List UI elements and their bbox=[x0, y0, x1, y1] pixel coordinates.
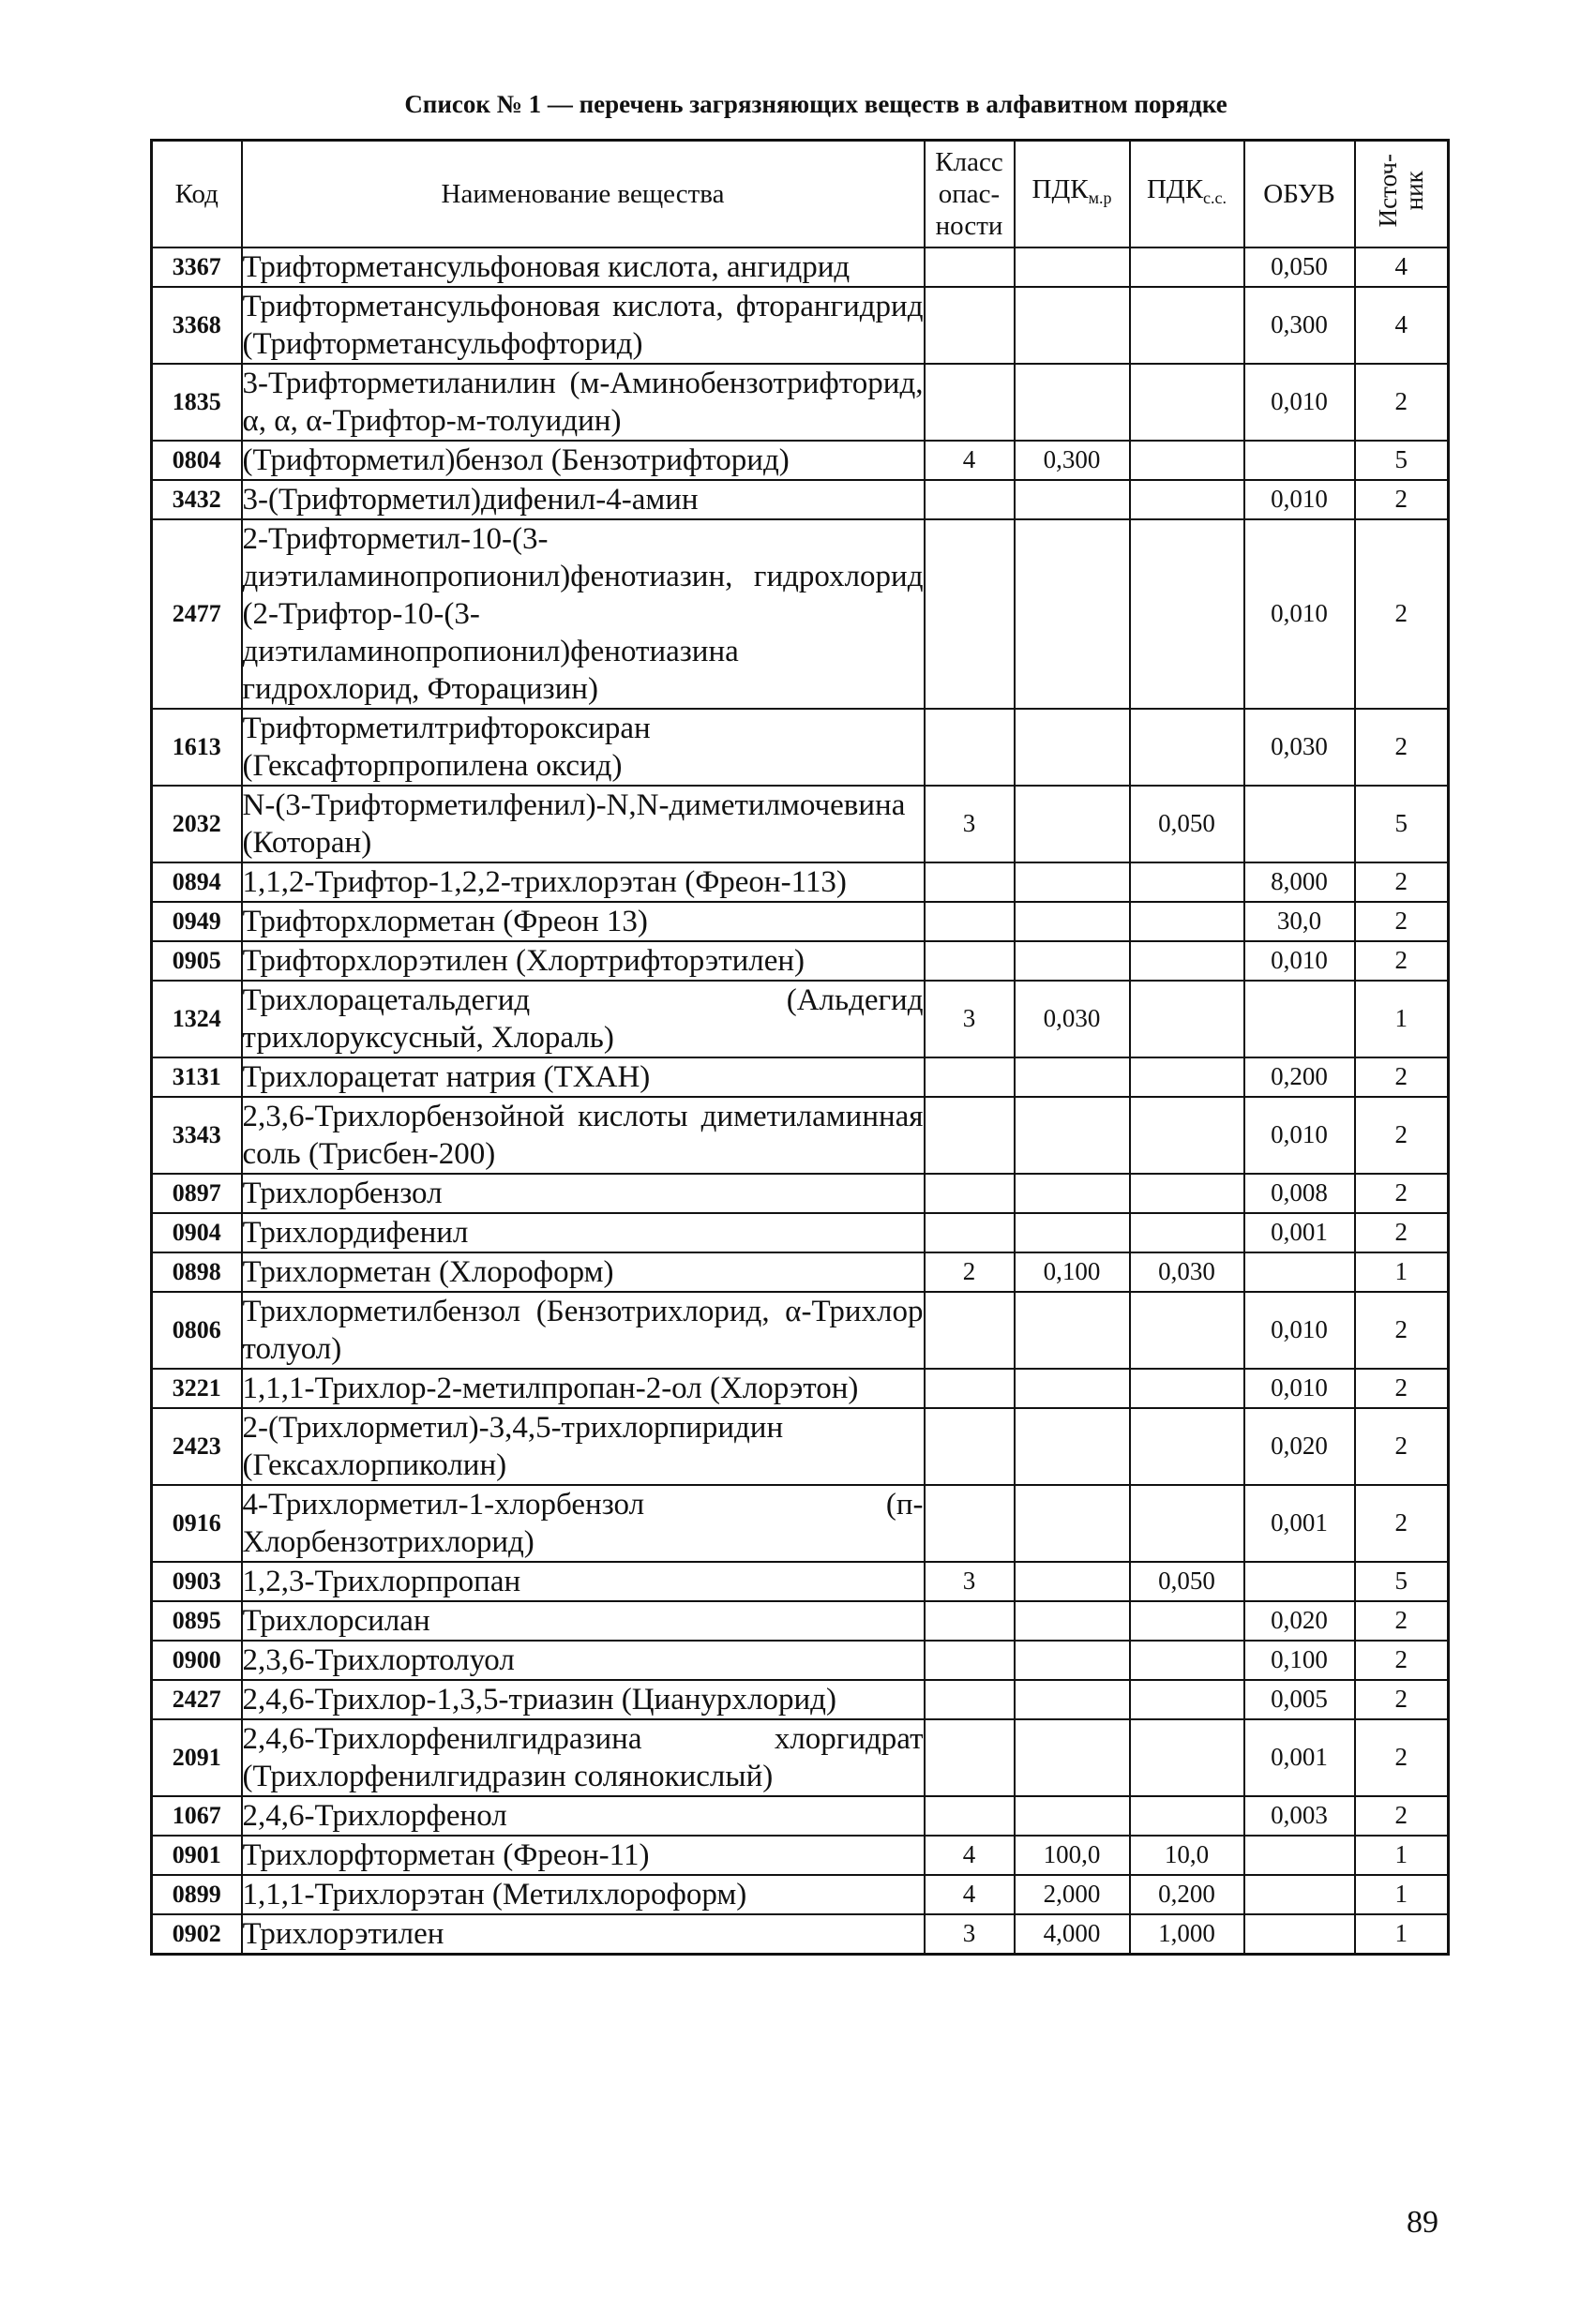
row-pdk-ss bbox=[1130, 862, 1244, 902]
row-pdk-ss bbox=[1130, 1485, 1244, 1562]
row-pdk-ss bbox=[1130, 1408, 1244, 1485]
row-obuv: 0,010 bbox=[1244, 519, 1355, 709]
table-row bbox=[152, 1719, 1449, 1796]
row-source: 2 bbox=[1355, 709, 1449, 786]
row-source: 2 bbox=[1355, 1641, 1449, 1680]
row-source: 2 bbox=[1355, 1057, 1449, 1097]
row-code: 0898 bbox=[152, 1252, 242, 1292]
row-name: Трихлорметан (Хлороформ) bbox=[242, 1252, 925, 1292]
row-code: 3367 bbox=[152, 247, 242, 287]
row-source: 2 bbox=[1355, 1174, 1449, 1213]
row-code: 2427 bbox=[152, 1680, 242, 1719]
row-source: 5 bbox=[1355, 441, 1449, 480]
row-obuv bbox=[1244, 981, 1355, 1057]
table-row bbox=[152, 902, 1449, 941]
row-code: 0916 bbox=[152, 1485, 242, 1562]
row-class: 4 bbox=[925, 441, 1015, 480]
row-source: 1 bbox=[1355, 981, 1449, 1057]
row-obuv bbox=[1244, 1836, 1355, 1875]
row-obuv: 0,008 bbox=[1244, 1174, 1355, 1213]
row-class bbox=[925, 1485, 1015, 1562]
header-pdk-ss: $ПДК_{с.с.}$ bbox=[1130, 141, 1244, 247]
table-row bbox=[152, 441, 1449, 480]
row-name: 2,4,6-Трихлор-1,3,5-триазин (Цианурхлорид) bbox=[242, 1680, 925, 1719]
row-pdk-mr: 4,000 bbox=[1015, 1914, 1130, 1955]
table-row bbox=[152, 786, 1449, 862]
row-pdk-ss: 0,050 bbox=[1130, 1562, 1244, 1601]
row-obuv: 0,010 bbox=[1244, 1097, 1355, 1174]
row-class bbox=[925, 1057, 1015, 1097]
row-name: 1,1,1-Трихлор-2-метилпропан-2-ол (Хлорэтон) bbox=[242, 1369, 925, 1408]
row-class bbox=[925, 1408, 1015, 1485]
row-source: 2 bbox=[1355, 1408, 1449, 1485]
row-obuv: 30,0 bbox=[1244, 902, 1355, 941]
row-source: 4 bbox=[1355, 287, 1449, 364]
row-pdk-mr bbox=[1015, 480, 1130, 519]
row-code: 3343 bbox=[152, 1097, 242, 1174]
row-name: Трихлорэтилен bbox=[242, 1914, 925, 1955]
table-row bbox=[152, 1292, 1449, 1369]
row-code: 1835 bbox=[152, 364, 242, 441]
row-pdk-mr: 0,100 bbox=[1015, 1252, 1130, 1292]
row-source: 2 bbox=[1355, 862, 1449, 902]
row-pdk-ss bbox=[1130, 981, 1244, 1057]
row-class bbox=[925, 1680, 1015, 1719]
row-pdk-ss bbox=[1130, 941, 1244, 981]
row-code: 0902 bbox=[152, 1914, 242, 1955]
header-obuv: ОБУВ bbox=[1244, 141, 1355, 247]
table-row bbox=[152, 364, 1449, 441]
row-name: Трихлорацетат натрия (ТХАН) bbox=[242, 1057, 925, 1097]
row-code: 3221 bbox=[152, 1369, 242, 1408]
row-pdk-mr bbox=[1015, 786, 1130, 862]
row-pdk-mr bbox=[1015, 1485, 1130, 1562]
row-code: 1324 bbox=[152, 981, 242, 1057]
table-row bbox=[152, 709, 1449, 786]
row-obuv: 0,003 bbox=[1244, 1796, 1355, 1836]
row-class bbox=[925, 1641, 1015, 1680]
row-code: 2032 bbox=[152, 786, 242, 862]
row-pdk-ss bbox=[1130, 1369, 1244, 1408]
row-pdk-mr: 100,0 bbox=[1015, 1836, 1130, 1875]
row-source: 2 bbox=[1355, 480, 1449, 519]
table-row bbox=[152, 1057, 1449, 1097]
row-pdk-ss bbox=[1130, 1719, 1244, 1796]
row-code: 1613 bbox=[152, 709, 242, 786]
row-name: 2-(Трихлорметил)-3,4,5-трихлорпиридин (Гексахлорпиколин) bbox=[242, 1408, 925, 1485]
row-code: 0897 bbox=[152, 1174, 242, 1213]
row-class bbox=[925, 1292, 1015, 1369]
row-pdk-mr bbox=[1015, 1057, 1130, 1097]
row-pdk-ss bbox=[1130, 709, 1244, 786]
table-row bbox=[152, 1562, 1449, 1601]
table-row bbox=[152, 1369, 1449, 1408]
row-name: Трифторметансульфоновая кислота, ангидрид bbox=[242, 247, 925, 287]
row-class bbox=[925, 709, 1015, 786]
row-obuv: 0,005 bbox=[1244, 1680, 1355, 1719]
page-title: Список № 1 — перечень загрязняющих веществ в алфавитном порядке bbox=[404, 90, 1227, 118]
row-code: 0949 bbox=[152, 902, 242, 941]
row-pdk-mr bbox=[1015, 1292, 1130, 1369]
row-source: 1 bbox=[1355, 1836, 1449, 1875]
row-pdk-ss bbox=[1130, 441, 1244, 480]
row-name: Трифторметансульфоновая кислота, фторангидрид (Трифторметансульфофторид) bbox=[242, 287, 925, 364]
header-class: Класс опас- ности bbox=[925, 141, 1015, 247]
table-row bbox=[152, 247, 1449, 287]
row-pdk-ss bbox=[1130, 519, 1244, 709]
row-class: 4 bbox=[925, 1836, 1015, 1875]
row-code: 0904 bbox=[152, 1213, 242, 1252]
row-code: 0905 bbox=[152, 941, 242, 981]
row-obuv: 0,010 bbox=[1244, 480, 1355, 519]
row-pdk-ss bbox=[1130, 1057, 1244, 1097]
table-row bbox=[152, 1252, 1449, 1292]
row-class bbox=[925, 1097, 1015, 1174]
row-class: 3 bbox=[925, 1562, 1015, 1601]
row-class bbox=[925, 519, 1015, 709]
row-pdk-ss bbox=[1130, 1601, 1244, 1641]
row-pdk-mr bbox=[1015, 1097, 1130, 1174]
row-obuv: 0,020 bbox=[1244, 1408, 1355, 1485]
row-pdk-ss: 0,030 bbox=[1130, 1252, 1244, 1292]
row-obuv: 0,010 bbox=[1244, 364, 1355, 441]
table-row bbox=[152, 1836, 1449, 1875]
row-source: 2 bbox=[1355, 902, 1449, 941]
row-pdk-mr bbox=[1015, 1369, 1130, 1408]
row-code: 0901 bbox=[152, 1836, 242, 1875]
table-row bbox=[152, 1601, 1449, 1641]
row-pdk-ss bbox=[1130, 1213, 1244, 1252]
row-name: 1,2,3-Трихлорпропан bbox=[242, 1562, 925, 1601]
table-row bbox=[152, 519, 1449, 709]
row-name: Трихлорметилбензол (Бензотрихлорид, α-Трихлор толуол) bbox=[242, 1292, 925, 1369]
row-source: 1 bbox=[1355, 1914, 1449, 1955]
row-class bbox=[925, 287, 1015, 364]
row-class: 3 bbox=[925, 981, 1015, 1057]
row-pdk-mr bbox=[1015, 1213, 1130, 1252]
row-code: 2423 bbox=[152, 1408, 242, 1485]
row-obuv: 0,001 bbox=[1244, 1719, 1355, 1796]
row-name: 2,3,6-Трихлорбензойной кислоты диметиламинная соль (Трисбен-200) bbox=[242, 1097, 925, 1174]
row-pdk-mr bbox=[1015, 941, 1130, 981]
row-class bbox=[925, 902, 1015, 941]
row-source: 1 bbox=[1355, 1875, 1449, 1914]
row-pdk-ss bbox=[1130, 1680, 1244, 1719]
row-obuv bbox=[1244, 1562, 1355, 1601]
row-name: 2,4,6-Трихлорфенол bbox=[242, 1796, 925, 1836]
row-pdk-mr bbox=[1015, 1680, 1130, 1719]
row-pdk-mr: 0,300 bbox=[1015, 441, 1130, 480]
row-pdk-ss: 1,000 bbox=[1130, 1914, 1244, 1955]
row-source: 2 bbox=[1355, 1796, 1449, 1836]
row-obuv: 0,010 bbox=[1244, 1292, 1355, 1369]
row-name: Трифторхлорметан (Фреон 13) bbox=[242, 902, 925, 941]
row-pdk-ss bbox=[1130, 1174, 1244, 1213]
row-pdk-mr: 0,030 bbox=[1015, 981, 1130, 1057]
row-obuv bbox=[1244, 1252, 1355, 1292]
row-class bbox=[925, 1369, 1015, 1408]
row-name: 4-Трихлорметил-1-хлорбензол (п-Хлорбензотрихлорид) bbox=[242, 1485, 925, 1562]
table-row bbox=[152, 1213, 1449, 1252]
row-code: 0804 bbox=[152, 441, 242, 480]
row-code: 0895 bbox=[152, 1601, 242, 1641]
row-name: Трихлордифенил bbox=[242, 1213, 925, 1252]
row-obuv: 0,100 bbox=[1244, 1641, 1355, 1680]
row-name: 2,3,6-Трихлортолуол bbox=[242, 1641, 925, 1680]
row-obuv: 0,200 bbox=[1244, 1057, 1355, 1097]
row-name: 2-Трифторметил-10-(3-диэтиламинопропионил)фенотиазин, гидрохлорид (2-Трифтор-10-(3-диэтиламинопропионил)фенотиазина гидрохлорид, Фторацизин) bbox=[242, 519, 925, 709]
row-code: 0806 bbox=[152, 1292, 242, 1369]
row-pdk-ss bbox=[1130, 480, 1244, 519]
row-class bbox=[925, 941, 1015, 981]
row-pdk-ss bbox=[1130, 364, 1244, 441]
row-name: 1,1,1-Трихлорэтан (Метилхлороформ) bbox=[242, 1875, 925, 1914]
row-pdk-ss bbox=[1130, 1097, 1244, 1174]
table-row bbox=[152, 1174, 1449, 1213]
table-row bbox=[152, 1485, 1449, 1562]
row-source: 2 bbox=[1355, 941, 1449, 981]
row-pdk-mr: 2,000 bbox=[1015, 1875, 1130, 1914]
row-source: 2 bbox=[1355, 1369, 1449, 1408]
table-row bbox=[152, 287, 1449, 364]
row-name: Трихлорсилан bbox=[242, 1601, 925, 1641]
row-name: Трихлорфторметан (Фреон-11) bbox=[242, 1836, 925, 1875]
row-pdk-mr bbox=[1015, 1562, 1130, 1601]
row-pdk-mr bbox=[1015, 519, 1130, 709]
row-code: 2091 bbox=[152, 1719, 242, 1796]
row-pdk-ss: 10,0 bbox=[1130, 1836, 1244, 1875]
row-pdk-ss: 0,050 bbox=[1130, 786, 1244, 862]
row-code: 0894 bbox=[152, 862, 242, 902]
table-row bbox=[152, 1914, 1449, 1955]
row-code: 3432 bbox=[152, 480, 242, 519]
row-class bbox=[925, 1174, 1015, 1213]
row-pdk-mr bbox=[1015, 247, 1130, 287]
header-source: Источ- ник bbox=[1355, 141, 1449, 247]
table-row bbox=[152, 1641, 1449, 1680]
table-row bbox=[152, 1097, 1449, 1174]
row-class: 3 bbox=[925, 786, 1015, 862]
table-row bbox=[152, 981, 1449, 1057]
header-code: Код bbox=[152, 141, 242, 247]
table-row bbox=[152, 862, 1449, 902]
row-source: 2 bbox=[1355, 1292, 1449, 1369]
row-class bbox=[925, 1213, 1015, 1252]
row-obuv: 0,010 bbox=[1244, 941, 1355, 981]
table-row bbox=[152, 1680, 1449, 1719]
row-name: 1,1,2-Трифтор-1,2,2-трихлорэтан (Фреон-113) bbox=[242, 862, 925, 902]
row-code: 0900 bbox=[152, 1641, 242, 1680]
row-pdk-ss bbox=[1130, 287, 1244, 364]
table-row bbox=[152, 1796, 1449, 1836]
row-code: 1067 bbox=[152, 1796, 242, 1836]
row-obuv: 0,020 bbox=[1244, 1601, 1355, 1641]
row-pdk-ss bbox=[1130, 1641, 1244, 1680]
header-name: Наименование вещества bbox=[242, 141, 925, 247]
row-class bbox=[925, 247, 1015, 287]
row-source: 1 bbox=[1355, 1252, 1449, 1292]
row-code: 3368 bbox=[152, 287, 242, 364]
row-pdk-mr bbox=[1015, 1408, 1130, 1485]
row-pdk-ss bbox=[1130, 1292, 1244, 1369]
row-source: 2 bbox=[1355, 1680, 1449, 1719]
row-source: 5 bbox=[1355, 786, 1449, 862]
row-class bbox=[925, 1601, 1015, 1641]
row-source: 2 bbox=[1355, 364, 1449, 441]
row-name: N-(3-Трифторметилфенил)-N,N-диметилмочевина (Которан) bbox=[242, 786, 925, 862]
row-code: 3131 bbox=[152, 1057, 242, 1097]
row-class: 3 bbox=[925, 1914, 1015, 1955]
row-obuv: 0,001 bbox=[1244, 1213, 1355, 1252]
row-obuv: 0,010 bbox=[1244, 1369, 1355, 1408]
row-obuv bbox=[1244, 1875, 1355, 1914]
table-row bbox=[152, 480, 1449, 519]
row-name: Трифторхлорэтилен (Хлортрифторэтилен) bbox=[242, 941, 925, 981]
row-class: 4 bbox=[925, 1875, 1015, 1914]
header-row bbox=[152, 141, 1449, 247]
row-obuv: 0,300 bbox=[1244, 287, 1355, 364]
row-class bbox=[925, 1719, 1015, 1796]
row-obuv bbox=[1244, 441, 1355, 480]
table-row bbox=[152, 1875, 1449, 1914]
row-obuv bbox=[1244, 786, 1355, 862]
row-source: 2 bbox=[1355, 1601, 1449, 1641]
table-row bbox=[152, 1408, 1449, 1485]
row-name: 2,4,6-Трихлорфенилгидразина хлоргидрат (Трихлорфенилгидразин солянокислый) bbox=[242, 1719, 925, 1796]
row-source: 2 bbox=[1355, 1097, 1449, 1174]
substances-table bbox=[150, 139, 1450, 1956]
row-name: 3-(Трифторметил)дифенил-4-амин bbox=[242, 480, 925, 519]
row-pdk-mr bbox=[1015, 287, 1130, 364]
row-class bbox=[925, 1796, 1015, 1836]
row-pdk-mr bbox=[1015, 1601, 1130, 1641]
row-pdk-ss bbox=[1130, 902, 1244, 941]
row-obuv: 0,030 bbox=[1244, 709, 1355, 786]
row-class bbox=[925, 480, 1015, 519]
row-name: 3-Трифторметиланилин (м-Аминобензотрифторид, α, α, α-Трифтор-м-толуидин) bbox=[242, 364, 925, 441]
row-obuv: 0,050 bbox=[1244, 247, 1355, 287]
row-code: 0899 bbox=[152, 1875, 242, 1914]
row-obuv: 0,001 bbox=[1244, 1485, 1355, 1562]
row-pdk-ss bbox=[1130, 1796, 1244, 1836]
row-obuv bbox=[1244, 1914, 1355, 1955]
row-pdk-mr bbox=[1015, 709, 1130, 786]
row-code: 2477 bbox=[152, 519, 242, 709]
row-pdk-ss: 0,200 bbox=[1130, 1875, 1244, 1914]
row-pdk-ss bbox=[1130, 247, 1244, 287]
table-row bbox=[152, 941, 1449, 981]
header-pdk-mr: $ПДК_{м.р}$ bbox=[1015, 141, 1130, 247]
row-pdk-mr bbox=[1015, 1174, 1130, 1213]
row-pdk-mr bbox=[1015, 364, 1130, 441]
row-pdk-mr bbox=[1015, 862, 1130, 902]
row-class bbox=[925, 364, 1015, 441]
row-source: 2 bbox=[1355, 1213, 1449, 1252]
row-name: Трифторметилтрифтороксиран (Гексафторпропилена оксид) bbox=[242, 709, 925, 786]
row-pdk-mr bbox=[1015, 902, 1130, 941]
page-number: 89 bbox=[1407, 2205, 1438, 2240]
row-source: 2 bbox=[1355, 519, 1449, 709]
row-pdk-mr bbox=[1015, 1641, 1130, 1680]
row-obuv: 8,000 bbox=[1244, 862, 1355, 902]
row-name: Трихлорбензол bbox=[242, 1174, 925, 1213]
row-pdk-mr bbox=[1015, 1719, 1130, 1796]
row-source: 4 bbox=[1355, 247, 1449, 287]
row-source: 2 bbox=[1355, 1719, 1449, 1796]
row-name: (Трифторметил)бензол (Бензотрифторид) bbox=[242, 441, 925, 480]
row-class bbox=[925, 862, 1015, 902]
row-name: Трихлорацетальдегид (Альдегид трихлоруксусный, Хлораль) bbox=[242, 981, 925, 1057]
row-source: 5 bbox=[1355, 1562, 1449, 1601]
row-class: 2 bbox=[925, 1252, 1015, 1292]
row-pdk-mr bbox=[1015, 1796, 1130, 1836]
row-code: 0903 bbox=[152, 1562, 242, 1601]
row-source: 2 bbox=[1355, 1485, 1449, 1562]
